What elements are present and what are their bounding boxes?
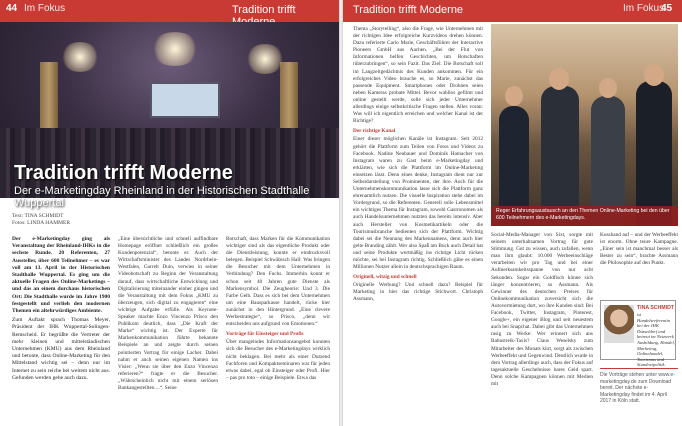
column-3-tail: Über mangelndes Informationsangebot konnten sich die Besucher des e-Marketingdays wirklich nicht beklagen. Bei mehr als einer Dutzend Fachforen und Kompaktseminaren war für jeden etwas dabei, egal ob Einsteiger oder Profi. Hier – pas pro toto – einige Beispiele. Etwa das: [226, 339, 330, 381]
column-2: „Eine übersichtliche und schnell auffindbare Homepage eröffnet schließlich ein großes Kundenpotenzial“, betonte er. Auch der Wirtschaftsminister des Landes Nordrhein-Westfalen, Garrelt Duin, verwies in seiner Videobotschaft zu Beginn der Veranstaltung darauf, dass wirtschaftliche Entwicklung und Digitalisierung miteinander einher gingen und die Veranstaltung mit dem Fokus „KMU zu überzeugen, sich digital zu engagieren“ eine wichtige Aufgabe erfülle. Als Keynote-Speaker machte Enzo Vincenzo Prisco den Publikum deutlich, dass „Die Kraft der Marke“ wichtig ist. Der Experte für Markenkommunikation führte bekannte Beispiele an und zeigte durch seinen pointierten Vortrag für einige Lacher. Dabei nahm er auch seinen eigenen Namen ins Visier: „Wenn sie über den Enzo Vincenzo referieren?“ fragte er die Besucher. „Währscheinlich nicht mit einem seriösen Bankangestellten ...“. Seine: [118, 236, 218, 391]
chandelier-light: [245, 44, 285, 74]
column-3-text: Botschaft, dass Marken für die Kommunikation wichtiger sind als das eigentliche Produkt oder die Dienstleistung, konnte er eindrucksvoll belegen. Beispiel Schwäbisch Hall: Was bringen die Besucher mit dem Unternehmen in Verbindung? Den Fuchs. Immerhin konnt er schon seit 40 Jahren gute Dienste als Markensymbol. Die Zeugheorie: Und 3. Die Farbe Gelb. Dass es sich bei dem Unternehmen um eine Bausparkasse handelt, rücke hier zunächst in den Hintergrund. „Eine clevere Werbestrategie“, so Prisco, „denn wir entscheiden uns aufgrund von Emotionen.“: [226, 236, 330, 328]
attendee-head: [644, 64, 664, 86]
section-label: Im Fokus: [24, 3, 66, 14]
attendee-head: [505, 86, 523, 106]
page-number: 45: [661, 3, 673, 14]
right-column-3: Kusshand auf – und der Werbeeffekt ist enorm. Ohne teure Kampagne. „Einer sein ist manchmal besser als Bester zu sein“, brachte Assmann die Philosophie auf den Punkt.: [600, 232, 678, 267]
right-header-bar: [343, 0, 682, 22]
right-column-1-text: Thema „Storytelling“, also die Frage, wie Unternehmen mit der richtigen Idee erfolgreiche Kurzvideos drehen können. Dazu referierte Carlo Marie, Geschäftsführer der Interactive Pioneers GmbH aus Aachen. „Bei der Flut von Informationen helfen Geschichten, um Botschaften rüberzubringen“, so sein Fazit. Das Ziel: Die Botschaft soll im Langzeitgedächtnis des Kunden ankommen. Für ein erfolgreiches Video brauche es, so Marie, zunächst das passende Equipment. Smartphones oder Drohnen seien neben Kameras probate Mittel. Bevor wahllos gefilmt und online gestellt werde, solle sich jeder Unternehmer allerdings einige selbstkritische Fragen stellen. Alles voran: Was will ich eigentlich erreichen und welcher Kanal ist der Richtige?: [353, 26, 483, 125]
attendee-head: [599, 78, 617, 98]
right-column-1-heading: Der richtige Kanal: [353, 128, 396, 135]
right-column-1: [353, 26, 483, 422]
hero-photo: [0, 22, 339, 209]
running-title: Tradition trifft: [232, 4, 296, 16]
page-number: 44: [6, 3, 18, 14]
photo-caption: Reger Erfahrungsaustausch an den Themen Online-Marketing bei den über 600 Teilnehmern des e-Marketingdays.: [491, 206, 678, 226]
running-title: Tradition trifft Moderne: [353, 4, 464, 16]
right-page: [343, 0, 682, 426]
right-column-1-heading-2: Originell, witzig und schnell: [353, 274, 417, 281]
byline-photo: Fotos: LINDA HAMMER: [12, 220, 71, 226]
attendee-figure: [541, 86, 579, 226]
attendee-figure: [636, 81, 672, 226]
column-3: [226, 236, 330, 422]
author-avatar: [604, 305, 634, 343]
byline-text: Text: TINA SCHMIDT: [12, 213, 64, 219]
event-note: Die Vorträge stehen unter www.e-marketingday.de zum Download bereit. Der nächste e-Marketingday findet im 4. April 2017 in Köln statt.: [600, 372, 675, 404]
projection-screen: [150, 82, 220, 118]
networking-photo: [491, 24, 678, 226]
lead-tail: Zum Auftakt sprach Thomas Meyer, Präsident der IHK Wuppertal-Solingen-Remscheid. Er begrüßte die Vertreter der mehr kleinen und mittelständischen Unternehmen (KMU) aus dem Rheinland und betonte, dass Online-Marketing für den Mittelstand wichtig sei – denn nur im Internet zu sein reiche bei weitem nicht aus. Gefunden werden gehe auch dazu.: [12, 317, 110, 381]
right-column-2: Social-Media-Manager von Sixt, sorgte mit seinem unterhaltsamen Vortrag für gute Stimmung. Gut zu wissen, auch zufallen, wenn man ihm glaubt: 10.000 Werbeeinschläge verarbeiten wir pro Tag und bei einer Aufmerksamkeitsspanne von nur acht Sekunden. Sogar ein Goldfisch könne sich länger konzentrieren, so Assmann. Als Gewinner des deutschen Preises für Onlinekommunikation zuversicht sich die Autovermietung dort, wo ihre Kunden sind: Bei Facebook, Twitter, Instagram, Pinterest, Google+, ein eigener Blog und seit neuestem auch bei Snapchat. Dabei gibt das Unternehmen rasig zu Werke: Wer erinnert sich ans Bahnstreik-Taxis? Claus Weselsky zum Mitarbeiter des Monats kürt, sorgt als zwischen Werbeeffekt und Gegenwind. Deutlich wurde in dem Vortrag allerdings auch, dass der Fokus auf tagesaktuelle Geschehnisse bares Geld spart. Denn solche Kampagnen können mit Medien mit: [491, 232, 593, 387]
divider: [600, 368, 678, 369]
attendee-head: [549, 68, 569, 90]
subheadline: Der e-Marketingday Rheinland in der Historischen Stadthalle Wuppertal: [14, 185, 310, 209]
column-3-heading: Vorträge für Einsteiger und Profis: [226, 331, 304, 338]
author-bio-box: [600, 300, 676, 368]
section-label: Im Fokus: [623, 3, 665, 14]
right-column-1-tail-2: Originelle Werbung? Und schnell dazu? Beispiel für Marketing in hier das richtige Stichwort. Christoph Assmann,: [353, 282, 483, 303]
chandelier-light: [60, 42, 100, 72]
left-header-bar: [0, 0, 339, 22]
lead-paragraph: [12, 236, 110, 382]
author-description: ist Handelsreferentin bei der IHK Düsseldorf und betreut im Netzwerk Ausbildung, Handel, Marketing, Onlinehandel, Tourismus und Standortpolitik.: [637, 312, 675, 368]
right-column-1-tail: Einer dieser möglichen Kanäle ist Instagram. Seit 2012 gehört die Plattform zum Teilen von Fotos und Videos zu Facebook. Nadine Neubauer und Dominik Hamacher von Instagram waren zu Gast beim e-Marketingday und erklärten, wie sich die Plattform im Online-Marketing einsetzen lässt. Denn eines denke, Instagram dient nur zur Selbstdarstellung von Prominenten, der ihre. Auch für die Unternehmenskommunikation lasse sich die Plattform ganz ehrenamtlich nutzen. Die visuelle Inspiration stehe dabei im Vordergrund, so die Referenten. Generell solle Lebensmittel ein wichtiges Thema für Instagram, sowohl Gastronomen als auch Handelsunternehmen nutzten das bereits intensiv. Aber auch Hersteller von Kosmetikartikeln oder die Tourismusbranche bedienten sich der Plattform. Wichtig dabei sei die Nennung des Markennamens, denn auch hier gelte Branding zählt. Wer also Spaß am Buck auch Detail hat und seine Produkte wertmäßig ins richtige Licht rücken möchte, sei bei Instagram richtig. Schließlich gäbe es einen Millionen Nutzer allein in deutschsprachigen Raum.: [353, 136, 483, 271]
headline: Tradition trifft Moderne: [14, 162, 233, 184]
byline: [12, 213, 70, 227]
author-name: TINA SCHMIDT: [637, 305, 674, 311]
chandelier-light: [150, 32, 200, 66]
lead-text: Der e-Marketingday ging als Veranstaltung der Rheinland-IHKs in die sechste Runde. 20 Referenten, 27 Aussteller, über 600 Teilnehmer – es war voll am 13. April in der Historischen Stadthalle Wuppertal. Es ging um die aktuelle Fragen des Online-Marketings – und das an einem durchaus historischen Ort: Die Stadthalle wurde im Jahre 1900 festgestellt und verlieh den modernen Themen ein altehrwürdiges Ambiente.: [12, 236, 110, 315]
left-page: [0, 0, 339, 426]
